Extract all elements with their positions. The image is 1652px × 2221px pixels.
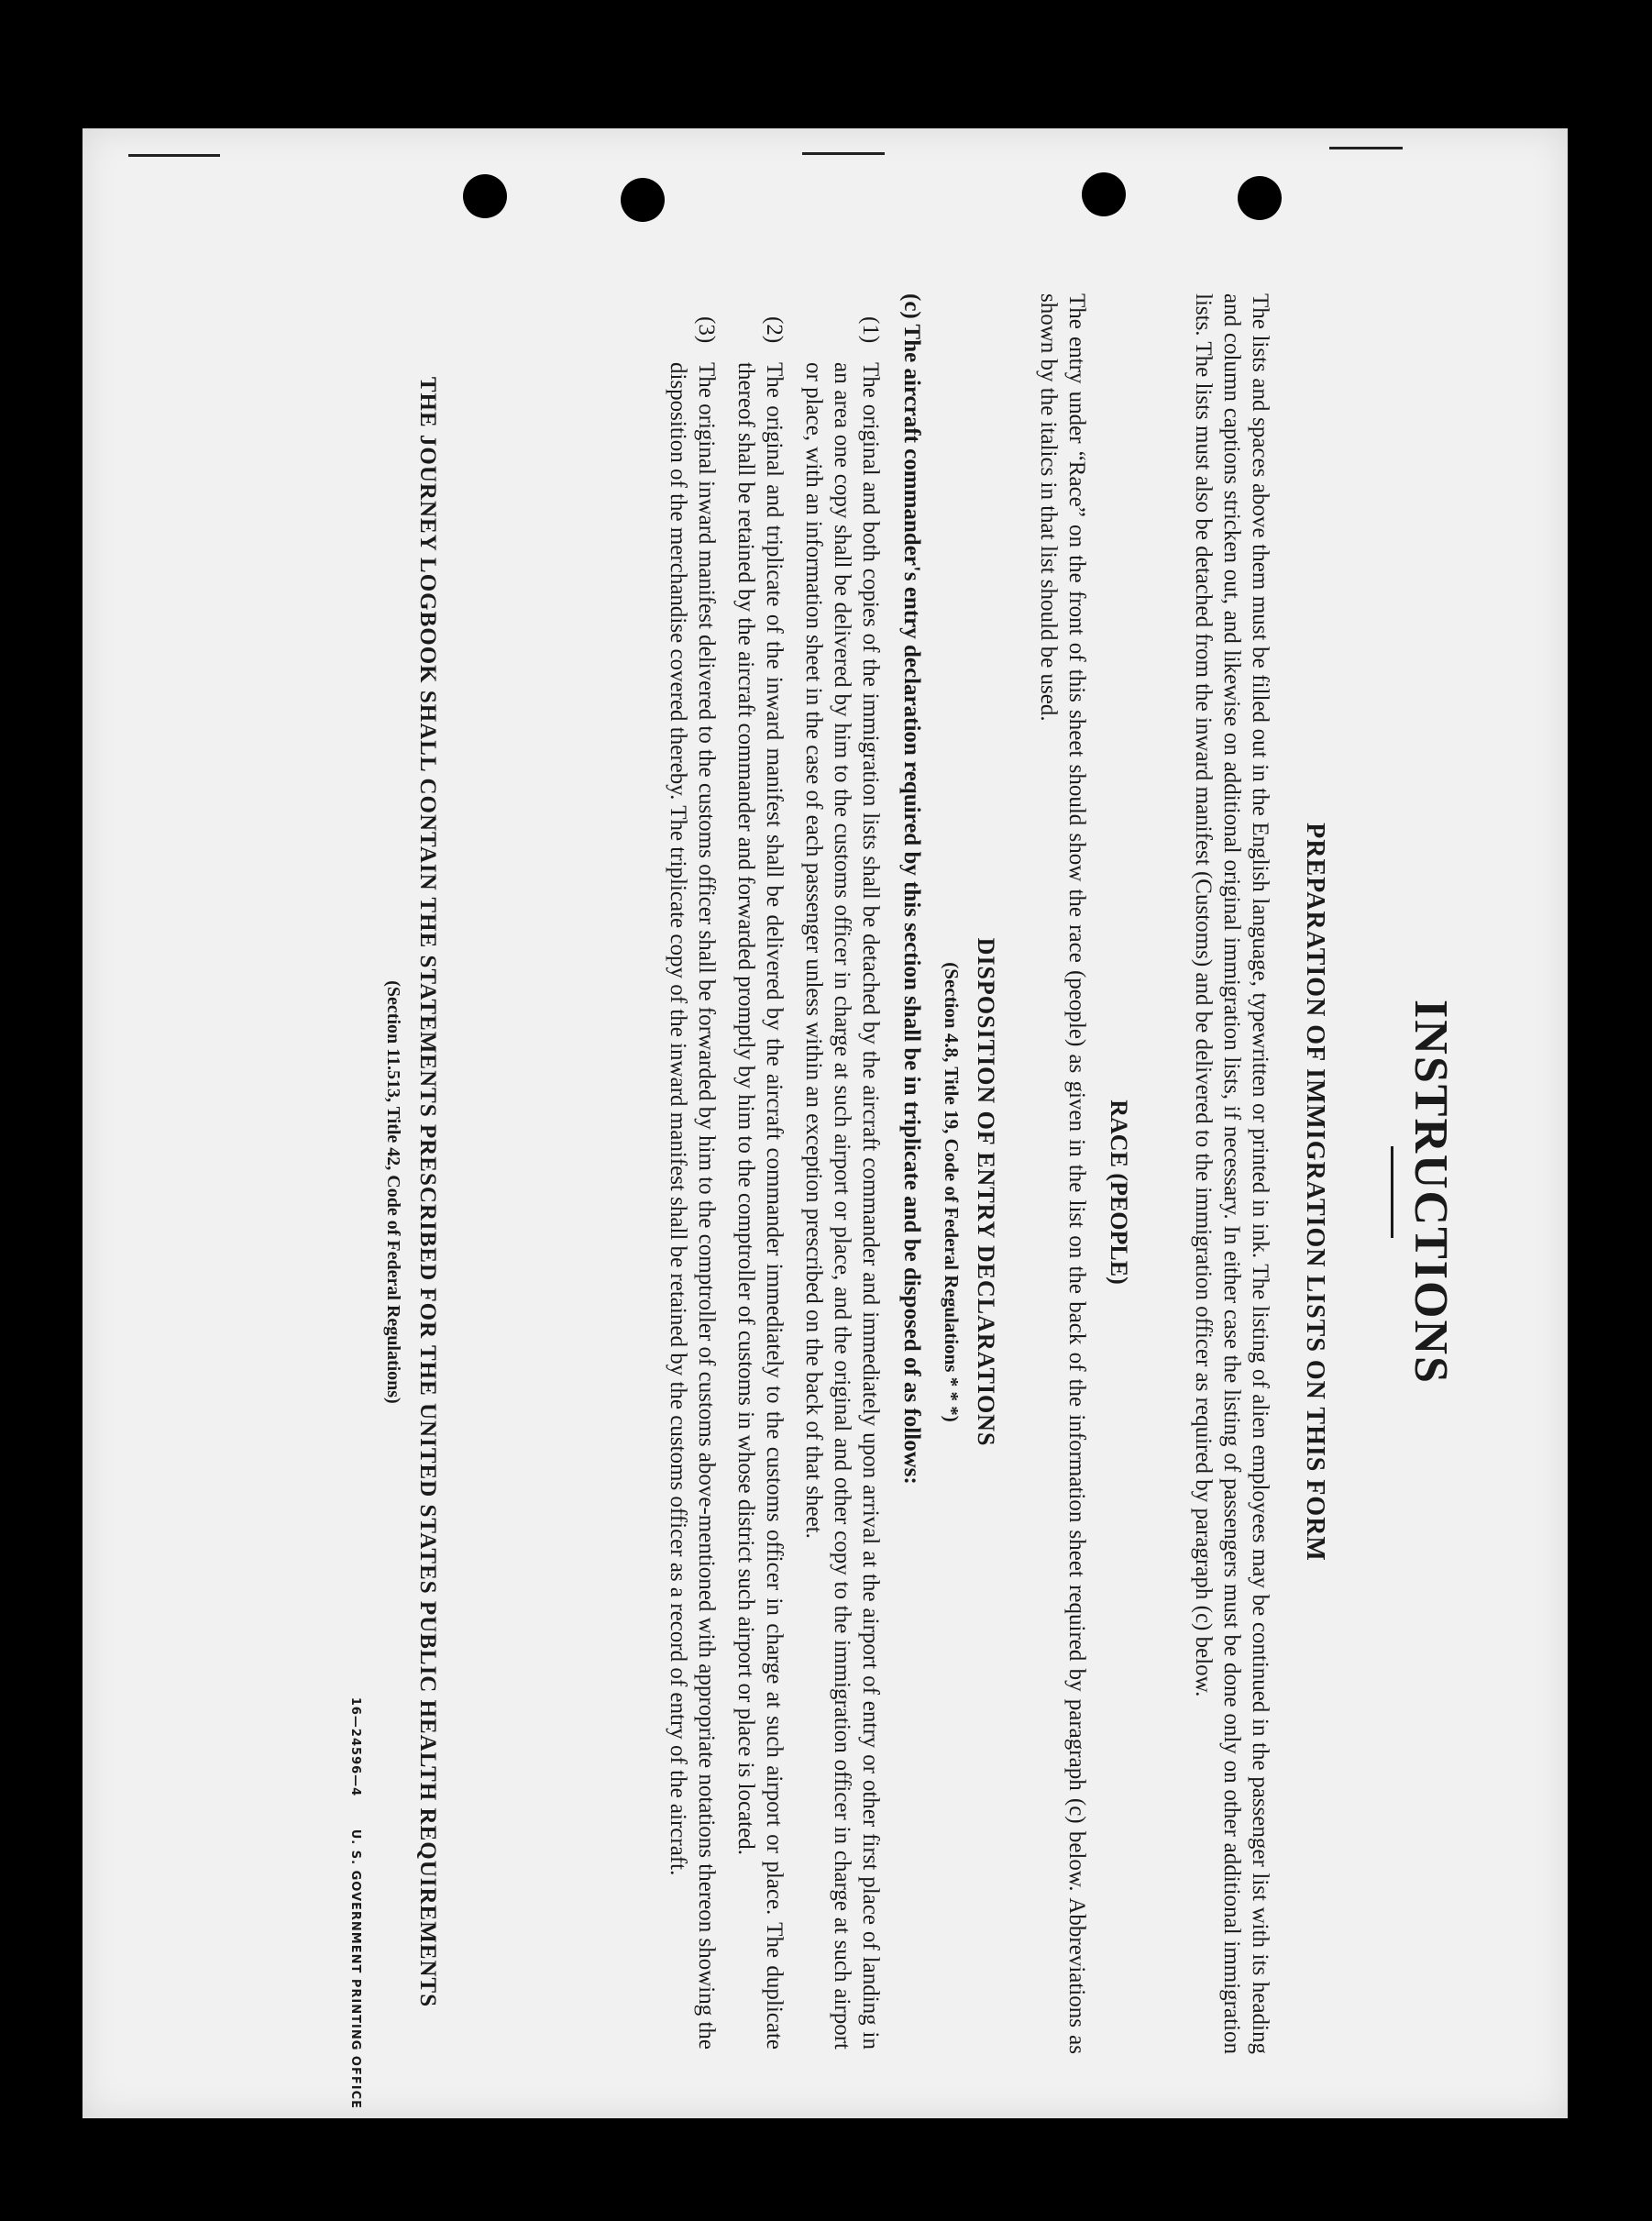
form-number: 16—24596—4 xyxy=(348,1696,362,1797)
punch-hole xyxy=(621,178,665,222)
section-heading-race: RACE (PEOPLE) xyxy=(1106,1099,1132,1285)
disposition-list xyxy=(653,316,885,2050)
footer-statement: THE JOURNEY LOGBOOK SHALL CONTAIN THE STATEMENTS PRESCRIBED FOR THE UNITED STATES PUBLIC HEALTH REQUIREMENTS xyxy=(415,376,440,2008)
list-item-number: (3) xyxy=(694,316,719,344)
list-item-text: The original inward manifest delivered to the customs officer shall be forwarded by him to the comptroller of customs above-mentioned with appropriate notations thereon showing the disposition of the merchandise covered thereby. The triplicate copy of the inward manifest shall be retained by the customs officer as a record of entry of the aircraft. xyxy=(666,362,719,2050)
edge-mark xyxy=(128,154,220,157)
edge-mark xyxy=(802,152,885,155)
instructions-content xyxy=(156,238,1476,2146)
section-heading-preparation: PREPARATION OF IMMIGRATION LISTS ON THIS FORM xyxy=(1301,823,1329,1562)
list-item xyxy=(664,316,721,2050)
list-item-text: The original and triplicate of the inward manifest shall be delivered by the aircraft commander immediately to the customs officer in charge at such airport or place. The duplicate thereof shall be retained by the aircraft commander and forwarded promptly by him to the comptroller of customs in whose district such airport or place is located. xyxy=(733,362,787,2050)
disposition-citation: (Section 4.8, Title 19, Code of Federal Regulations * * *) xyxy=(941,962,963,1422)
list-item-number: (2) xyxy=(762,316,787,344)
form-number-line xyxy=(348,1670,362,2109)
section-heading-disposition: DISPOSITION OF ENTRY DECLARATIONS xyxy=(973,937,999,1447)
document-title: INSTRUCTIONS xyxy=(1404,1000,1457,1385)
list-item-text: The original and both copies of the immigration lists shall be detached by the aircraft commander and immediately upon arrival at the airport of entry or other first place of landing in an area one copy shall be delivered by him to the customs officer in charge at such airport or place, and the original and other copy to the immigration officer in charge at such airport or place, with an information sheet in the case of each passenger unless within an exception prescribed on the back of that sheet. xyxy=(801,362,883,2050)
title-underline xyxy=(1391,1146,1393,1238)
punch-hole xyxy=(1238,176,1282,220)
list-item xyxy=(732,316,788,2050)
preparation-text: The lists and spaces above them must be filled out in the English language, typewritten or printed in ink. The listing of alien employees may be continued in the passenger list with its heading and column captions stricken out, and likewise on additional original immigration lists, if necessary. In either case the listing of passengers must be done only on other additional immigration lists. The lists must also be detached from the inward manifest (Customs) and be delivered to the immigration officer as required by paragraph (c) below. xyxy=(1191,293,1272,2054)
printer-name: U. S. GOVERNMENT PRINTING OFFICE xyxy=(348,1829,362,2109)
disposition-intro: (c) The aircraft commander's entry declaration required by this section shall be in triplicate and be disposed of as follows: xyxy=(899,293,924,1485)
footer-citation: (Section 11.513, Title 42, Code of Federal Regulations) xyxy=(383,980,403,1404)
punch-hole xyxy=(1082,172,1126,216)
punch-hole xyxy=(463,174,507,218)
race-text: The entry under “Race” on the front of this sheet should show the race (people) as given in the list on the back of the information sheet required by paragraph (c) below. Abbreviations as shown by the italics in that list should be used. xyxy=(1036,293,1089,2054)
edge-mark xyxy=(1329,147,1403,149)
document-page xyxy=(83,128,1568,2118)
list-item-number: (1) xyxy=(858,316,883,344)
list-item xyxy=(799,316,885,2050)
